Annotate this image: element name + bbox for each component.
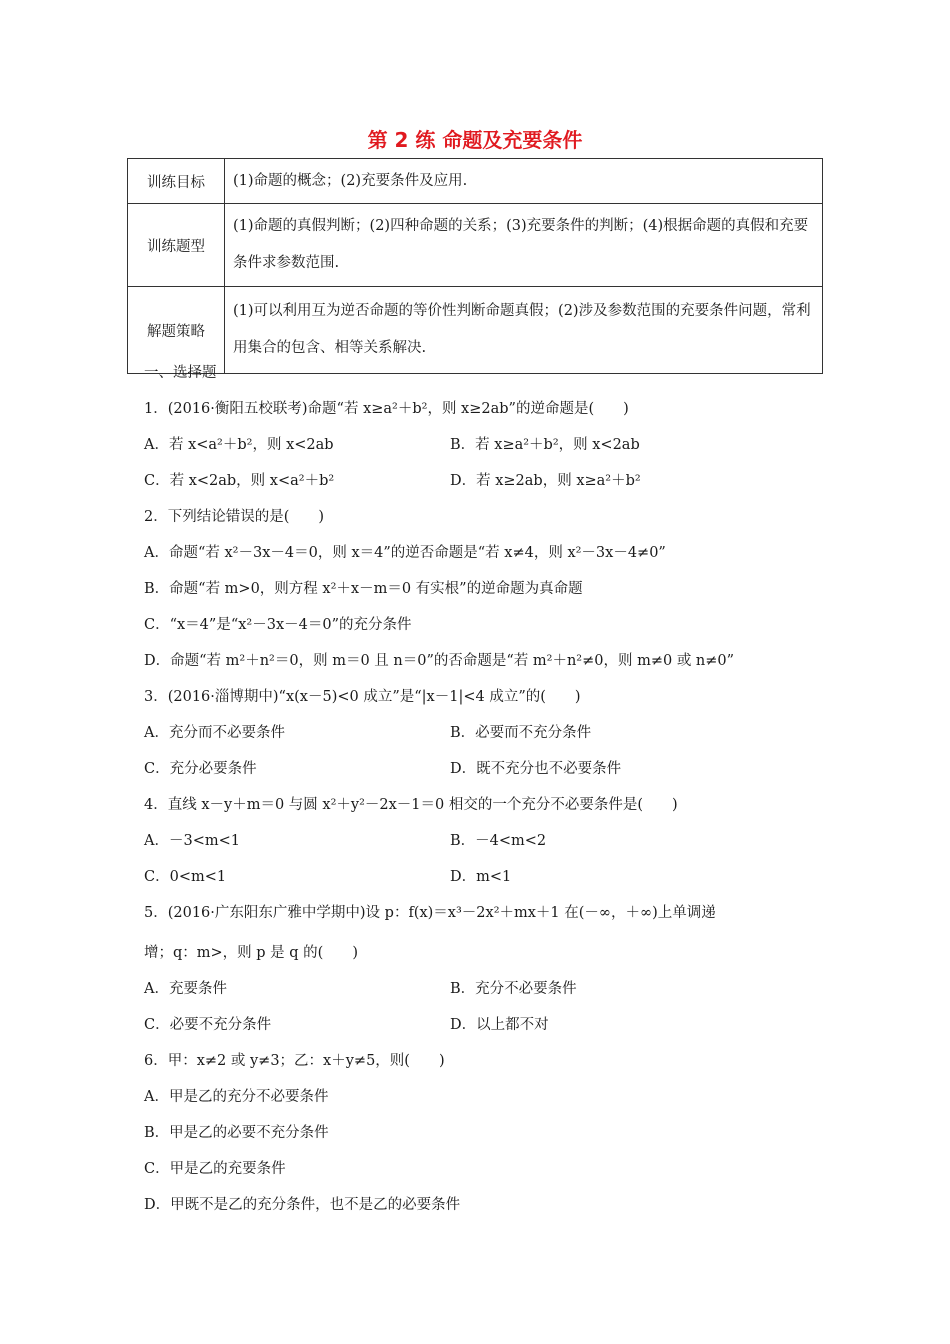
question-stem: 1．(2016·衡阳五校联考)命题“若 x≥a²＋b²，则 x≥2ab”的逆命题是( ) (144, 401, 629, 417)
option-b: B．必要而不充分条件 (450, 725, 592, 741)
option-c: C．甲是乙的充要条件 (144, 1161, 286, 1177)
question-stem: 5．(2016·广东阳东广雅中学期中)设 p：f(x)＝x³－2x²＋mx＋1 在(－∞，＋∞)上单调递 (144, 905, 716, 921)
table-row (128, 204, 823, 287)
question-stem: 3．(2016·淄博期中)“x(x－5)<0 成立”是“|x－1|<4 成立”的( ) (144, 689, 581, 705)
table-row (128, 159, 823, 204)
training-info-table (127, 158, 823, 374)
option-b: B．若 x≥a²＋b²，则 x<2ab (450, 437, 640, 453)
option-b: B．命题“若 m>0，则方程 x²＋x－m＝0 有实根”的逆命题为真命题 (144, 581, 583, 597)
section-title: 一、选择题 (144, 365, 217, 381)
option-c: C．0<m<1 (144, 869, 227, 885)
row-content: (1)命题的概念；(2)充要条件及应用. (225, 159, 823, 204)
option-b: B．甲是乙的必要不充分条件 (144, 1125, 329, 1141)
option-c: C．“x＝4”是“x²－3x－4＝0”的充分条件 (144, 617, 412, 633)
question-stem: 4．直线 x－y＋m＝0 与圆 x²＋y²－2x－1＝0 相交的一个充分不必要条件是( ) (144, 797, 678, 813)
option-a: A．若 x<a²＋b²，则 x<2ab (144, 437, 334, 453)
row-label: 训练题型 (128, 204, 225, 287)
option-a: A．－3<m<1 (144, 833, 240, 849)
row-content: (1)命题的真假判断；(2)四种命题的关系；(3)充要条件的判断；(4)根据命题的真假和充要条件求参数范围. (225, 204, 823, 287)
option-b: B．－4<m<2 (450, 833, 547, 849)
option-c: C．若 x<2ab，则 x<a²＋b² (144, 473, 335, 489)
option-d: D．以上都不对 (450, 1017, 549, 1033)
option-d: D．若 x≥2ab，则 x≥a²＋b² (450, 473, 641, 489)
question-stem: 2．下列结论错误的是( ) (144, 509, 325, 525)
option-d: D．甲既不是乙的充分条件，也不是乙的必要条件 (144, 1197, 461, 1213)
question-stem-continued: 增；q：m>，则 p 是 q 的( ) (144, 945, 358, 961)
option-a: A．充要条件 (144, 981, 227, 997)
option-d: D．命题“若 m²＋n²＝0，则 m＝0 且 n＝0”的否命题是“若 m²＋n²≠0，则 m≠0 或 n≠0” (144, 653, 735, 669)
option-d: D．既不充分也不必要条件 (450, 761, 622, 777)
page-title: 第 2 练 命题及充要条件 (367, 128, 583, 152)
option-a: A．甲是乙的充分不必要条件 (144, 1089, 329, 1105)
option-a: A．充分而不必要条件 (144, 725, 285, 741)
option-b: B．充分不必要条件 (450, 981, 577, 997)
row-label: 解题策略 (128, 287, 225, 374)
option-d: D．m<1 (450, 869, 512, 885)
option-c: C．充分必要条件 (144, 761, 257, 777)
option-c: C．必要不充分条件 (144, 1017, 272, 1033)
question-stem: 6．甲：x≠2 或 y≠3；乙：x＋y≠5，则( ) (144, 1053, 445, 1069)
option-a: A．命题“若 x²－3x－4＝0，则 x＝4”的逆否命题是“若 x≠4，则 x²－3x－4≠0” (144, 545, 666, 561)
row-content: (1)可以利用互为逆否命题的等价性判断命题真假；(2)涉及参数范围的充要条件问题，常利用集合的包含、相等关系解决. (225, 287, 823, 374)
row-label: 训练目标 (128, 159, 225, 204)
table-row (128, 287, 823, 374)
